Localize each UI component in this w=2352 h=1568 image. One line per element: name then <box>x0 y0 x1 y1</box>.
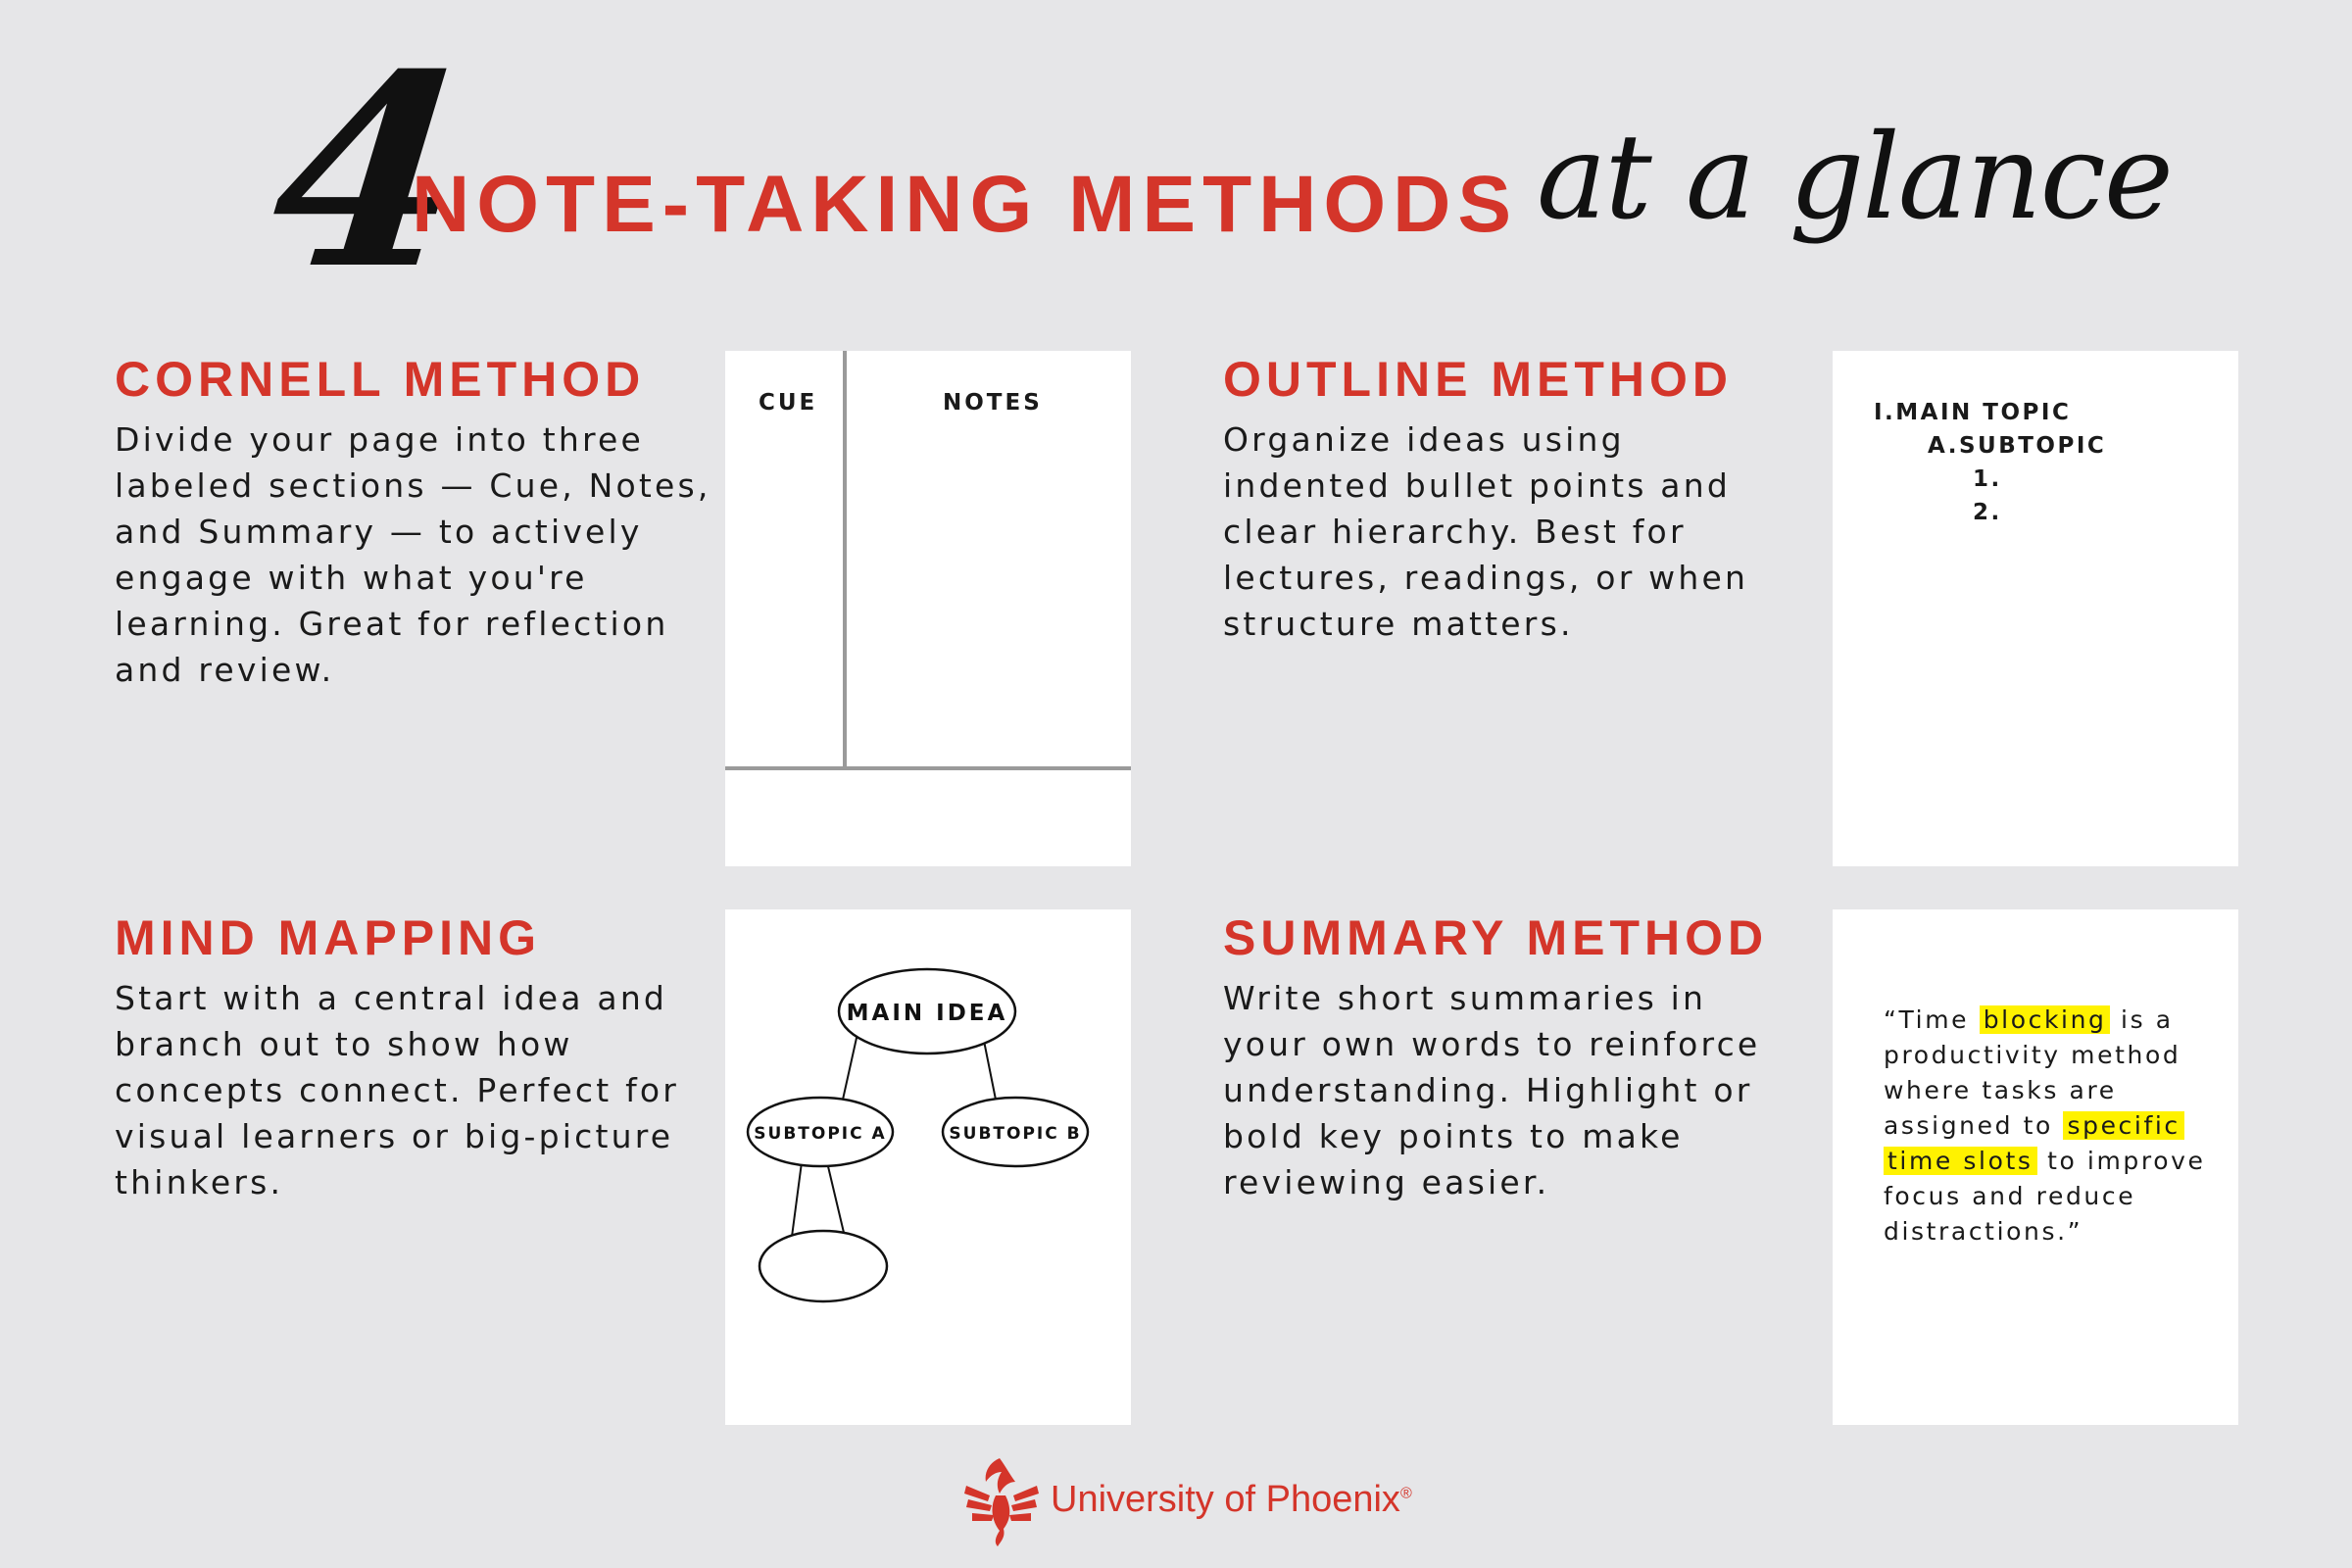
main-idea-label: MAIN IDEA <box>846 1001 1008 1026</box>
cornell-cue-label: CUE <box>759 390 818 416</box>
quote-highlight: time slots <box>1884 1147 2037 1175</box>
quote-highlight: specific <box>2063 1111 2183 1140</box>
outline-item-1: 1. <box>1973 466 2002 492</box>
outline-subtopic: A.SUBTOPIC <box>1928 433 2107 459</box>
subtopic-b-label: SUBTOPIC B <box>949 1124 1082 1144</box>
mindmap-description: Start with a central idea and branch out to show how concepts connect. Perfect for visual learners or big-picture thinkers. <box>115 979 680 1201</box>
branch-a-right <box>827 1162 845 1237</box>
summary-description: Write short summaries in your own words to reinforce understanding. Highlight or bold key points to make reviewing easier. <box>1223 979 1761 1201</box>
quote-text: “Time <box>1884 1005 1980 1034</box>
cornell-description: Divide your page into three labeled sections — Cue, Notes, and Summary — to actively engage with what you're learning. Great for reflection and review. <box>115 420 711 689</box>
summary-quote <box>1884 1003 2217 1250</box>
empty-node <box>760 1231 887 1301</box>
outline-main-topic: I.MAIN TOPIC <box>1874 400 2072 425</box>
page-title: NOTE-TAKING METHODS <box>412 160 1519 249</box>
mindmap-heading: MIND MAPPING <box>115 910 541 965</box>
title-script: at a glance <box>1537 110 2172 246</box>
brand-logo <box>960 1452 1412 1546</box>
brand-reg: ® <box>1399 1484 1412 1501</box>
quote-highlight: blocking <box>1980 1005 2111 1034</box>
summary-heading: SUMMARY METHOD <box>1223 910 1769 965</box>
quote-text: to improve focus and reduce distractions.” <box>1884 1147 2206 1246</box>
cornell-notes-label: NOTES <box>943 390 1043 416</box>
branch-a-left <box>792 1162 802 1237</box>
cornell-divider-horizontal <box>725 766 1131 770</box>
mindmap-card <box>725 909 1131 1425</box>
outline-item-2: 2. <box>1973 500 2002 525</box>
cornell-card <box>725 351 1131 866</box>
quote-text: is a productivity method where tasks are assigned to <box>1884 1005 2181 1140</box>
subtopic-a-label: SUBTOPIC A <box>754 1124 887 1144</box>
brand-name <box>1051 1479 1412 1521</box>
mindmap-diagram <box>725 909 1131 1425</box>
cornell-divider-vertical <box>843 351 847 770</box>
outline-card <box>1833 351 2238 866</box>
outline-description: Organize ideas using indented bullet points and clear hierarchy. Best for lectures, readings, or when structure matters. <box>1223 420 1749 643</box>
outline-heading: OUTLINE METHOD <box>1223 352 1733 407</box>
phoenix-icon <box>960 1452 1043 1546</box>
title-number: 4 <box>260 16 477 327</box>
cornell-heading: CORNELL METHOD <box>115 352 646 407</box>
summary-card <box>1833 909 2238 1425</box>
brand-name-text: University of Phoenix <box>1051 1478 1400 1520</box>
